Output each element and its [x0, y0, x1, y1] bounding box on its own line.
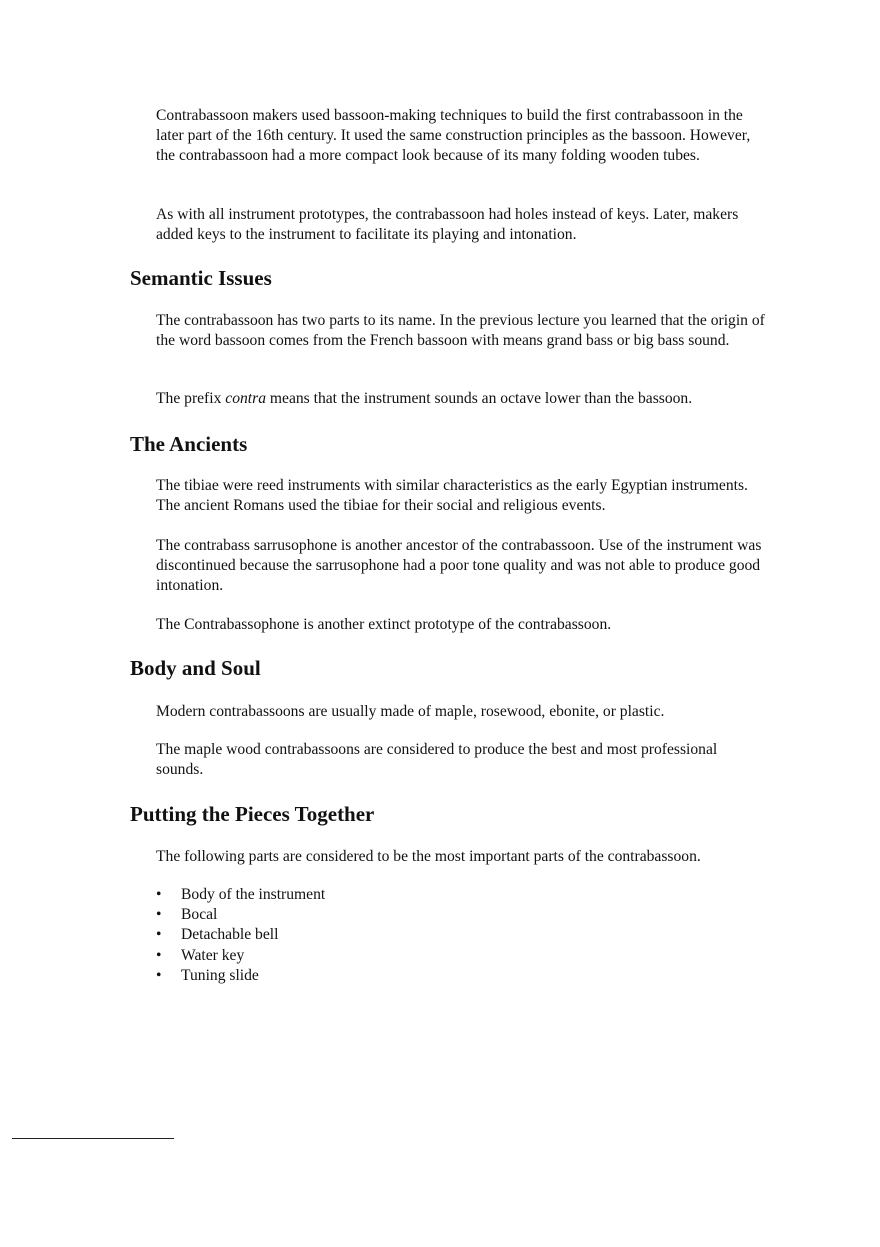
semantic-paragraph-2: [156, 389, 766, 409]
ancients-paragraph-2: The contrabass sarrusophone is another ancestor of the contrabassoon. Use of the instrument was discontinued because the sarrusophone had a poor tone quality and was not able to produce good intonation.: [156, 537, 762, 594]
pieces-paragraph-1: The following parts are considered to be the most important parts of the contrabassoon.: [156, 848, 701, 865]
bullet-icon: •: [156, 946, 162, 964]
semantic-paragraph-1: The contrabassoon has two parts to its name. In the previous lecture you learned that the origin of the word bassoon comes from the French bassoon with means grand bass or big bass sound.: [156, 312, 765, 349]
bullet-icon: •: [156, 926, 162, 944]
list-item-text: Water key: [181, 946, 245, 964]
body-soul-paragraph-1: Modern contrabassoons are usually made of maple, rosewood, ebonite, or plastic.: [156, 703, 665, 720]
intro-paragraph-1: Contrabassoon makers used bassoon-making techniques to build the first contrabassoon in the later part of the 16th century. It used the same construction principles as the bassoon. However, the contrabassoon had a more compact look because of its many folding wooden tubes.: [156, 107, 751, 164]
heading-body-and-soul: Body and Soul: [130, 656, 261, 680]
ancients-paragraph-3: The Contrabassophone is another extinct prototype of the contrabassoon.: [156, 616, 612, 633]
semantic-p2-italic: contra: [225, 390, 266, 407]
list-item-text: Detachable bell: [181, 926, 279, 944]
list-item: [156, 966, 325, 986]
list-item-text: Tuning slide: [181, 966, 259, 984]
ancients-paragraph-1: The tibiae were reed instruments with similar characteristics as the early Egyptian instruments. The ancient Romans used the tibiae for their social and religious events.: [156, 477, 748, 514]
list-item-text: Bocal: [181, 906, 218, 924]
heading-semantic-issues: Semantic Issues: [130, 266, 272, 290]
list-item: [156, 925, 325, 945]
intro-paragraph-2: As with all instrument prototypes, the contrabassoon had holes instead of keys. Later, makers added keys to the instrument to facilitate its playing and intonation.: [156, 206, 739, 243]
bullet-icon: •: [156, 906, 162, 924]
list-item-text: Body of the instrument: [181, 886, 326, 903]
bullet-icon: •: [156, 966, 162, 984]
footnote-separator: [12, 1138, 174, 1139]
heading-putting-the-pieces-together: Putting the Pieces Together: [130, 802, 375, 826]
body-soul-paragraph-2: The maple wood contrabassoons are considered to produce the best and most professional sounds.: [156, 741, 718, 778]
heading-the-ancients: The Ancients: [130, 432, 248, 456]
semantic-p2-before: The prefix: [156, 390, 226, 407]
list-item: [156, 946, 325, 966]
list-item: [156, 905, 325, 925]
list-item: [156, 885, 325, 905]
parts-list: [156, 885, 325, 986]
bullet-icon: •: [156, 886, 162, 903]
semantic-p2-after: means that the instrument sounds an octave lower than the bassoon.: [266, 390, 693, 407]
